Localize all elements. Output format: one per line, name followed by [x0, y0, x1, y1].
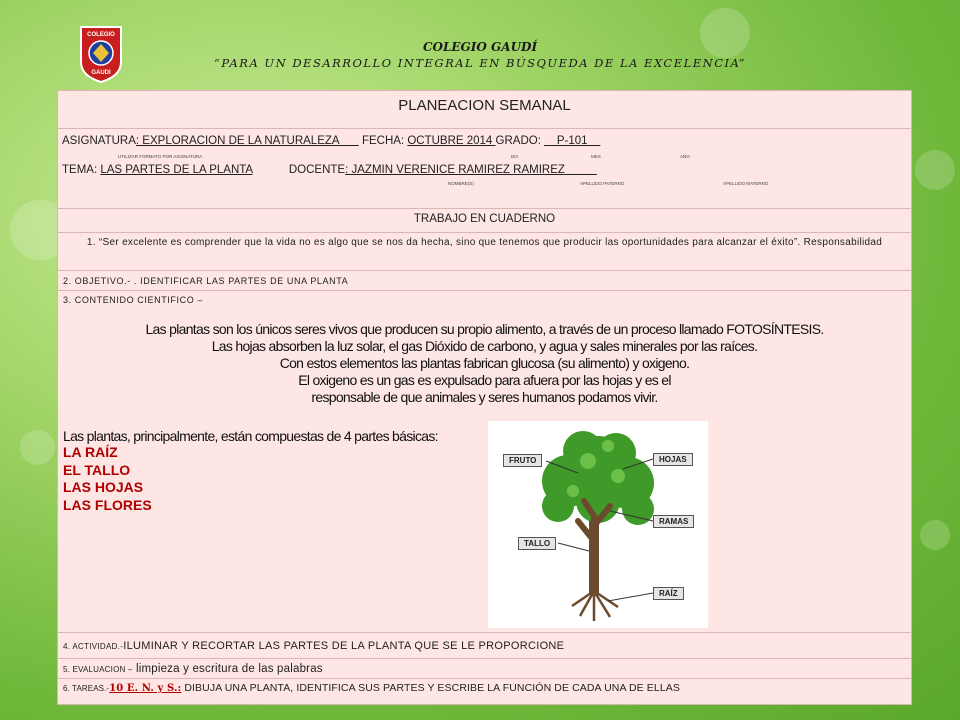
meta-row: [58, 129, 911, 209]
homework-reference: 10 E. N. y S.:: [109, 683, 182, 694]
plant-part: LA RAÍZ: [63, 444, 118, 460]
background-bokeh: [20, 430, 55, 465]
school-motto: “PARA UN DESARROLLO INTEGRAL EN BÚSQUEDA DE LA EXCELENCIA”: [213, 56, 747, 70]
teacher-label: DOCENTE: [288, 164, 346, 176]
school-logo: [78, 24, 124, 84]
name-caption: NOMBRE(S): [448, 181, 474, 186]
content-row: [58, 291, 911, 633]
section-row: [58, 209, 911, 233]
plant-part: LAS FLORES: [63, 496, 152, 513]
subject-line: [62, 135, 600, 147]
evaluation-prefix: 5. EVALUACION –: [63, 665, 133, 674]
content-paragraph: [58, 321, 911, 406]
homework-prefix: 6. TAREAS.-: [63, 684, 110, 693]
planning-document: [57, 90, 912, 705]
format-note: UTILIZAR FORMATO POR ASIGNATURA: [118, 154, 203, 159]
plan-title: PLANEACION SEMANAL: [398, 97, 571, 114]
content-line: responsable de que animales y seres humanos podamos vivir.: [311, 389, 658, 405]
objective-row: [58, 271, 911, 291]
background-bokeh: [920, 520, 950, 550]
label-raiz: RAÍZ: [653, 587, 684, 600]
tree-diagram: [488, 421, 708, 628]
evaluation-row: [58, 659, 911, 679]
content-line: Las hojas absorben la luz solar, el gas Dióxido de carbono, y agua y sales minerales por las raíces.: [211, 338, 758, 354]
homework-line: [58, 679, 911, 694]
homework-text: DIBUJA UNA PLANTA, IDENTIFICA SUS PARTES Y ESCRIBE LA FUNCIÓN DE CADA UNA DE ELLAS: [181, 682, 680, 694]
evaluation-line: [58, 659, 911, 675]
topic-value: LAS PARTES DE LA PLANTA: [100, 164, 253, 176]
grade-value: P-101: [556, 135, 588, 147]
activity-row: [58, 633, 911, 659]
date-label: FECHA:: [361, 135, 405, 147]
homework-row: [58, 679, 911, 706]
label-ramas: RAMAS: [653, 515, 694, 528]
section-title: TRABAJO EN CUADERNO: [413, 213, 556, 225]
label-fruto: FRUTO: [503, 454, 542, 467]
year-caption: AÑO: [680, 154, 690, 159]
plan-title-row: [58, 91, 911, 129]
topic-line: [62, 164, 597, 176]
objective-text: 2. OBJETIVO.- . IDENTIFICAR LAS PARTES DE UNA PLANTA: [63, 276, 349, 286]
activity-text: ILUMINAR Y RECORTAR LAS PARTES DE LA PLANTA QUE SE LE PROPORCIONE: [123, 640, 565, 652]
subject-label: ASIGNATURA: [62, 135, 136, 147]
content-line: Con estos elementos las plantas fabrican glucosa (su alimento) y oxigeno.: [279, 355, 690, 371]
paternal-caption: APELLIDO PATERNO: [580, 181, 625, 186]
content-heading: 3. CONTENIDO CIENTIFICO –: [63, 295, 204, 305]
background-bokeh: [915, 150, 955, 190]
subject-value: : EXPLORACION DE LA NATURALEZA: [135, 135, 340, 147]
month-caption: MES: [591, 154, 601, 159]
date-value: OCTUBRE 2014: [407, 135, 496, 147]
day-caption: DÍA: [511, 154, 519, 159]
maternal-caption: APELLIDO MATERNO: [723, 181, 769, 186]
plant-part: EL TALLO: [63, 461, 131, 478]
plant-part: LAS HOJAS: [63, 479, 144, 495]
label-tallo: TALLO: [518, 537, 556, 550]
logo-bottom-text: GAUDI: [91, 70, 111, 76]
content-line: Las plantas son los únicos seres vivos que producen su propio alimento, a través de un proceso llamado FOTOSÍNTESIS.: [145, 321, 824, 337]
activity-line: [58, 633, 911, 652]
plant-parts-list: [63, 444, 152, 514]
topic-label: TEMA:: [62, 164, 98, 176]
grade-label: GRADO:: [495, 135, 541, 147]
school-name: COLEGIO GAUDÍ: [422, 40, 538, 54]
activity-prefix: 4. ACTIVIDAD.-: [63, 642, 124, 651]
label-hojas: HOJAS: [653, 453, 693, 466]
logo-top-text: COLEGIO: [87, 32, 115, 38]
values-quote: 1. “Ser excelente es comprender que la vida no es algo que se nos da hecha, sino que tenemos que producir las oportunidades para alcanzar el éxito”. Responsabilidad: [86, 237, 883, 248]
content-line: El oxigeno es un gas es expulsado para afuera por las hojas y es el: [298, 372, 671, 388]
evaluation-text: limpieza y escritura de las palabras: [132, 663, 323, 675]
teacher-value: : JAZMIN VERENICE RAMIREZ RAMIREZ: [345, 164, 565, 176]
composition-intro: Las plantas, principalmente, están compuestas de 4 partes básicas:: [63, 428, 438, 444]
quote-row: [58, 233, 911, 271]
